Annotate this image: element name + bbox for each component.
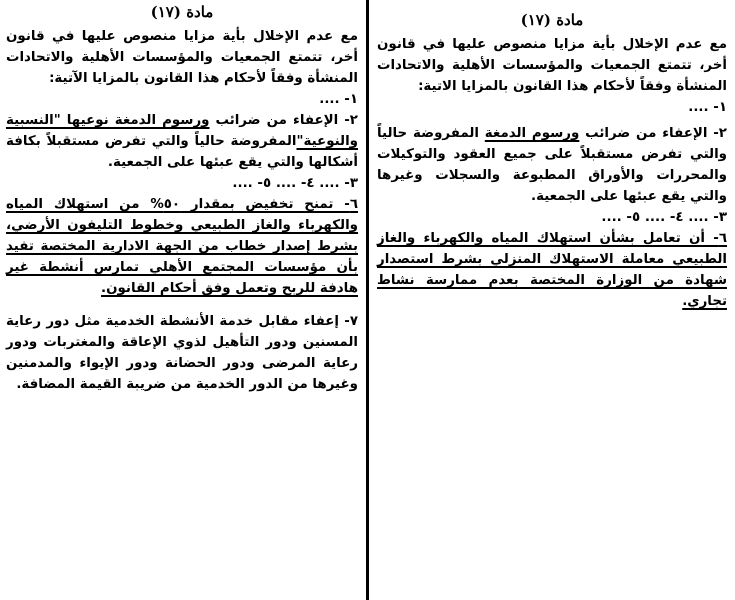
left-intro: مع عدم الإخلال بأية مزايا منصوص عليها في قانون أخر، تتمتع الجمعيات والمؤسسات الأهلية والاتحادات المنشأة وفقاً لأحكام هذا القانون بالمزايا الآتية: <box>6 29 358 86</box>
right-item-2 <box>377 123 727 207</box>
right-items-3-5: ٣- .... ٤- .... ٥- .... <box>601 210 727 225</box>
left-article-title: مادة (١٧) <box>150 3 214 21</box>
left-item-7: ٧- إعفاء مقابل خدمة الأنشطة الخدمية مثل دور رعاية المسنين ودور التأهيل لذوي الإعاقة والمغتربات ودور رعاية المرضى ودور الحضانة ودور الإيواء والمدمنين وغيرها من الدور الخدمية من ضريبة القيمة المضافة. <box>6 314 358 392</box>
right-article-title: مادة (١٧) <box>520 11 584 29</box>
left-items-3-5: ٣- .... ٤- .... ٥- .... <box>232 176 358 191</box>
right-item-2-tail: المفروضة حالياً والتي تفرض مستقبلاً على جميع العقود والتوكيلات والمحررات والأوراق المطبوعة والسجلات وغيرها والتي يقع عبئها على الجمعية. <box>377 126 727 204</box>
right-item-2-underlined: ورسوم الدمغة <box>484 126 580 141</box>
left-column <box>0 0 366 600</box>
left-item-2-tail: المفروضة حالياً والتي تفرض مستقبلاً بكافة أشكالها والتي يقع عبئها على الجمعية. <box>6 134 358 170</box>
right-item-2-lead: ٢- الإعفاء من ضرائب <box>579 126 727 141</box>
left-item-2 <box>6 110 358 173</box>
right-item-6: ٦- أن تعامل بشأن استهلاك المياه والكهرباء والغاز الطبيعي معاملة الاستهلاك المنزلي بشرط استصدار شهادة من الوزارة المختصة بعدم ممارسة نشاط تجاري. <box>377 231 727 309</box>
left-item-2-underlined: ورسوم الدمغة نوعيها "النسبية والنوعية" <box>6 113 358 149</box>
right-item-1: ١- .... <box>688 100 727 115</box>
left-item-6: ٦- تمنح تخفيض بمقدار ٥٠% من استهلاك المياه والكهرباء والغاز الطبيعي وخطوط التليفون الأرضي، بشرط إصدار خطاب من الجهة الادارية المختصة تفيد بأن مؤسسات المجتمع الأهلي تمارس أنشطة غير هادفة للربح وتعمل وفق أحكام القانون. <box>6 197 358 296</box>
right-intro: مع عدم الإخلال بأية مزايا منصوص عليها في قانون أخر، تتمتع الجمعيات والمؤسسات الأهلية والاتحادات المنشأة وفقاً لأحكام هذا القانون بالمزايا الاتية: <box>377 37 727 94</box>
left-item-2-lead: ٢- الإعفاء من ضرائب <box>209 113 358 128</box>
right-column <box>369 0 735 600</box>
left-item-1: ١- .... <box>319 92 358 107</box>
